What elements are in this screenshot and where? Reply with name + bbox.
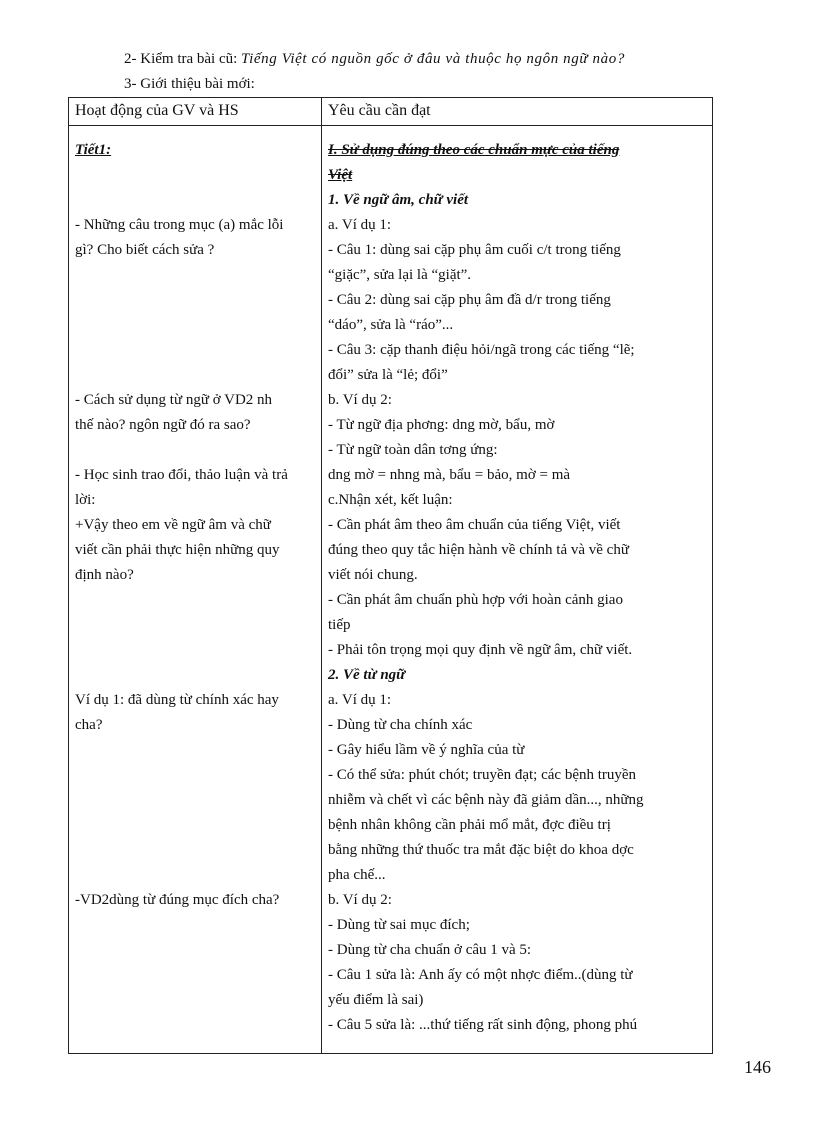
header-activities: Hoạt động của GV và HS: [69, 98, 322, 126]
table-header-row: [69, 98, 713, 126]
question-3-line-2: lời:: [75, 492, 96, 508]
conclusion-2-line-2: tiếp: [328, 617, 351, 633]
question-5-line-1: Ví dụ 1: đã dùng từ chính xác hay: [75, 692, 279, 708]
question-2-line-1: - Cách sử dụng từ ngữ ở VD2 nh: [75, 392, 273, 408]
conclusion-3: - Phải tôn trọng mọi quy định về ngữ âm, chữ viết.: [328, 642, 633, 658]
subsection-1-title: 1. Về ngữ âm, chữ viết: [328, 192, 469, 208]
left-column: [69, 126, 322, 1054]
question-4-line-1: +Vậy theo em về ngữ âm và chữ: [75, 517, 271, 533]
intro-line-review: [124, 50, 625, 68]
sentence-1-line-2: “giặc”, sửa lại là “giặt”.: [328, 267, 472, 283]
question-4-line-3: định nào?: [75, 567, 134, 583]
example-2b-label: b. Ví dụ 2:: [328, 892, 392, 908]
dialect-words: - Từ ngữ địa phơng: dng mờ, bẩu, mờ: [328, 417, 555, 433]
sentence-3-line-2: đổi” sửa là “lẻ; đổi”: [328, 367, 448, 383]
page-number: 146: [744, 1057, 771, 1077]
sentence-3-line-1: - Câu 3: cặp thanh điệu hỏi/ngã trong các tiếng “lẽ;: [328, 342, 635, 358]
correction-line-3: bệnh nhân không cần phải mổ mắt, đợc điều trị: [328, 817, 611, 833]
example-1a-label: a. Ví dụ 1:: [328, 217, 392, 233]
example-2a-label: a. Ví dụ 1:: [328, 692, 392, 708]
fix-sentence-1-line-2: yếu điểm là sai): [328, 992, 424, 1008]
conclusion-label: c.Nhận xét, kết luận:: [328, 492, 453, 508]
question-3-line-1: - Học sinh trao đổi, thảo luận và trả: [75, 467, 288, 483]
wrong-purpose: - Dùng từ sai mục đích;: [328, 917, 470, 933]
correction-line-2: nhiễm và chết vì các bệnh này đã giảm dần..., những: [328, 792, 644, 808]
conclusion-1-line-3: viết nói chung.: [328, 567, 418, 583]
conclusion-1-line-1: - Cần phát âm theo âm chuẩn của tiếng Việt, viết: [328, 517, 621, 533]
section-title-line-1: I. Sử dụng đúng theo các chuẩn mực của tiếng: [328, 142, 620, 158]
sentence-2-line-2: “dáo”, sửa là “ráo”...: [328, 317, 454, 333]
non-standard: - Dùng từ cha chuẩn ở câu 1 và 5:: [328, 942, 532, 958]
intro-line-new-lesson: 3- Giới thiệu bài mới:: [124, 76, 255, 92]
question-5-line-2: cha?: [75, 717, 103, 733]
correction-line-4: bằng những thứ thuốc tra mắt đặc biệt do khoa dợc: [328, 842, 634, 858]
question-4-line-2: viết cần phải thực hiện những quy: [75, 542, 280, 558]
correction-line-5: pha chế...: [328, 867, 386, 883]
review-label: 2- Kiểm tra bài cũ:: [124, 51, 242, 67]
header-requirements: Yêu cầu cần đạt: [322, 98, 713, 126]
conclusion-2-line-1: - Cần phát âm chuẩn phù hợp với hoàn cảnh giao: [328, 592, 623, 608]
correction-line-1: - Có thể sửa: phút chót; truyền đạt; các bệnh truyền: [328, 767, 637, 783]
example-1b-label: b. Ví dụ 2:: [328, 392, 392, 408]
right-column: [322, 126, 713, 1054]
conclusion-1-line-2: đúng theo quy tắc hiện hành về chính tả và về chữ: [328, 542, 629, 558]
question-6: -VD2dùng từ đúng mục đích cha?: [75, 892, 280, 908]
sentence-1-line-1: - Câu 1: dùng sai cặp phụ âm cuối c/t trong tiếng: [328, 242, 621, 258]
fix-sentence-1-line-1: - Câu 1 sửa là: Anh ấy có một nhợc điểm..(dùng từ: [328, 967, 633, 983]
word-use-1: - Dùng từ cha chính xác: [328, 717, 473, 733]
subsection-2-title: 2. Về từ ngữ: [328, 667, 406, 683]
word-use-2: - Gây hiểu lầm về ý nghĩa của từ: [328, 742, 525, 758]
question-1-line-2: gì? Cho biết cách sửa ?: [75, 242, 215, 258]
question-1-line-1: - Những câu trong mục (a) mắc lỗi: [75, 217, 284, 233]
lesson-table: [68, 97, 713, 1054]
standard-words-label: - Từ ngữ toàn dân tơng ứng:: [328, 442, 498, 458]
standard-words: dng mờ = nhng mà, bẩu = bảo, mờ = mà: [328, 467, 571, 483]
table-row: [69, 126, 713, 1054]
question-2-line-2: thế nào? ngôn ngữ đó ra sao?: [75, 417, 251, 433]
review-question: Tiếng Việt có nguồn gốc ở đâu và thuộc họ ngôn ngữ nào?: [241, 51, 625, 67]
fix-sentence-5: - Câu 5 sửa là: ...thứ tiếng rất sinh động, phong phú: [328, 1017, 638, 1033]
sentence-2-line-1: - Câu 2: dùng sai cặp phụ âm đầ d/r trong tiếng: [328, 292, 611, 308]
section-title-line-2: Việt: [328, 167, 353, 183]
lesson-period-label: Tiết1:: [75, 142, 112, 158]
